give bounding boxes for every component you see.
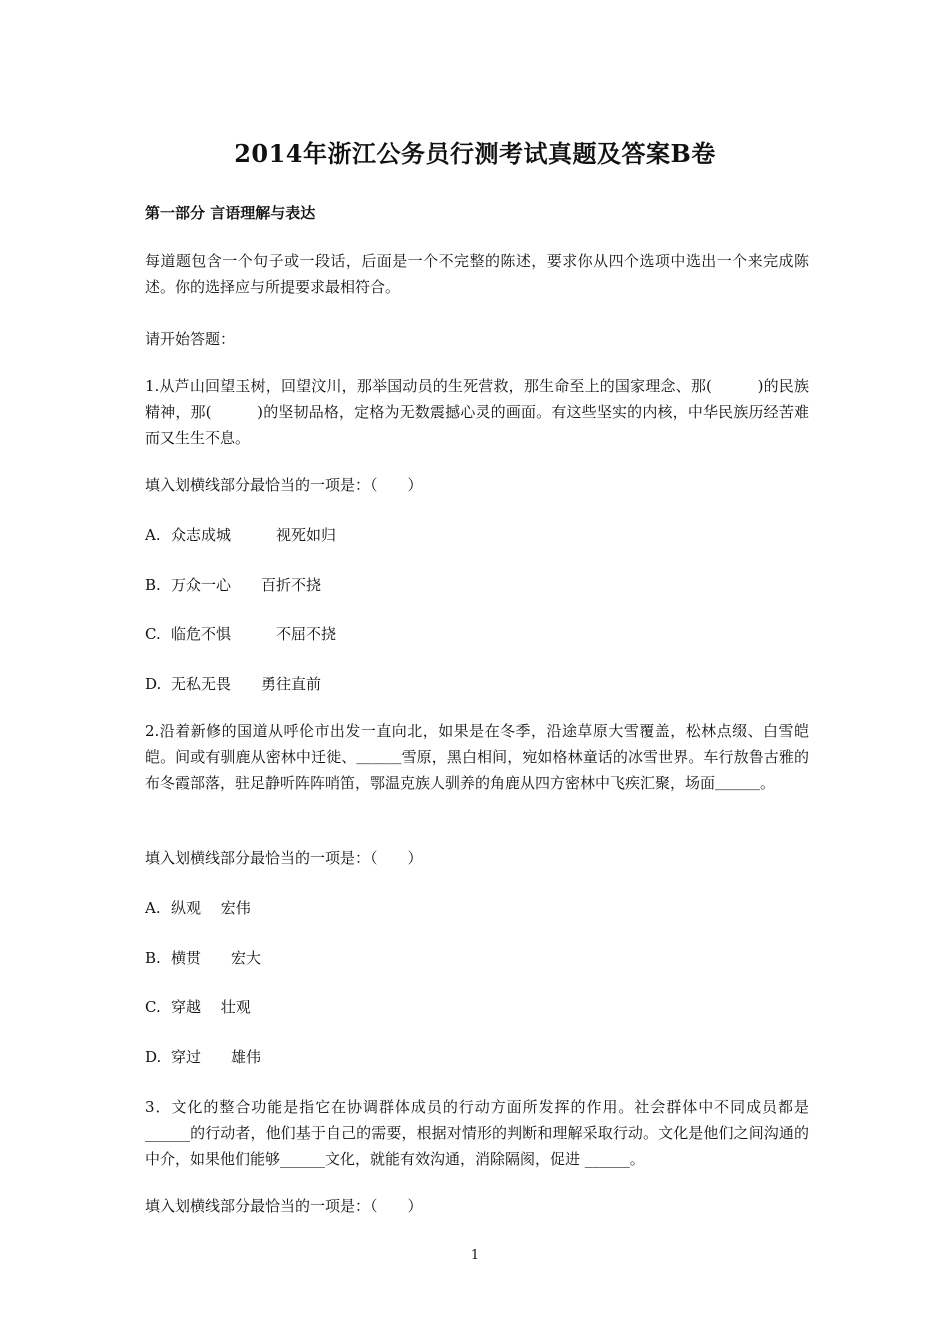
option-text: 众志成城 视死如归 [171, 526, 337, 544]
option-letter: B. [145, 949, 161, 967]
question-3-passage: 3．文化的整合功能是指它在协调群体成员的行动方面所发挥的作用。社会群体中不同成员都是______的行动者，他们基于自己的需要，根据对情形的判断和理解采取行动。文化是他们之间沟通的中介，如果他们能够______文化，就能有效沟通，消除隔阂，促进 ______。 [145, 1098, 809, 1168]
section-heading: 第一部分 言语理解与表达 [145, 204, 316, 222]
option-letter: D. [145, 1048, 162, 1066]
option-text: 横贯 宏大 [171, 949, 262, 967]
option-letter: A. [145, 526, 161, 544]
page-number: 1 [470, 1248, 480, 1263]
question-2-passage: 2.沿着新修的国道从呼伦市出发一直向北，如果是在冬季，沿途草原大雪覆盖，松林点缀、白雪皑皑。间或有驯鹿从密林中迁徙、＿＿＿雪原，黑白相间，宛如格林童话的冰雪世界。车行敖鲁古雅的布冬霞部落，驻足静听阵阵哨笛，鄂温克族人驯养的角鹿从四方密林中飞疾汇聚，场面＿＿＿。 [145, 722, 809, 792]
question-2-option-a [145, 895, 251, 921]
option-letter: C. [145, 625, 161, 643]
option-text: 穿越 壮观 [171, 998, 251, 1016]
question-2-option-c [145, 994, 251, 1020]
option-letter: A. [145, 899, 161, 917]
question-3-prompt: 填入划横线部分最恰当的一项是：（ ） [145, 1197, 423, 1215]
option-text: 无私无畏 勇往直前 [171, 675, 322, 693]
question-2-prompt: 填入划横线部分最恰当的一项是：（ ） [145, 849, 423, 867]
question-1-option-d [145, 671, 321, 697]
question-1-option-c [145, 621, 336, 647]
question-2-option-b [145, 945, 261, 971]
question-1-passage: 1.从芦山回望玉树，回望汶川，那举国动员的生死营救，那生命至上的国家理念、那( )的民族精神，那( )的坚韧品格，定格为无数震撼心灵的画面。有这些坚实的内核，中华民族历经苦难而又生生不息。 [145, 377, 809, 447]
option-text: 临危不惧 不屈不挠 [171, 625, 337, 643]
option-letter: B. [145, 576, 161, 594]
question-1-option-b [145, 572, 321, 598]
question-2-option-d [145, 1044, 261, 1070]
option-text: 穿过 雄伟 [171, 1048, 262, 1066]
document-title: 2014年浙江公务员行测考试真题及答案B卷 [234, 139, 716, 168]
option-text: 万众一心 百折不挠 [171, 576, 322, 594]
question-1-option-a [145, 522, 336, 548]
question-1-prompt: 填入划横线部分最恰当的一项是：（ ） [145, 476, 423, 494]
option-text: 纵观 宏伟 [171, 899, 251, 917]
instructions-text: 每道题包含一个句子或一段话，后面是一个不完整的陈述，要求你从四个选项中选出一个来完成陈述。你的选择应与所提要求最相符合。 [145, 252, 809, 296]
option-letter: D. [145, 675, 162, 693]
start-prompt: 请开始答题： [145, 330, 236, 348]
option-letter: C. [145, 998, 161, 1016]
